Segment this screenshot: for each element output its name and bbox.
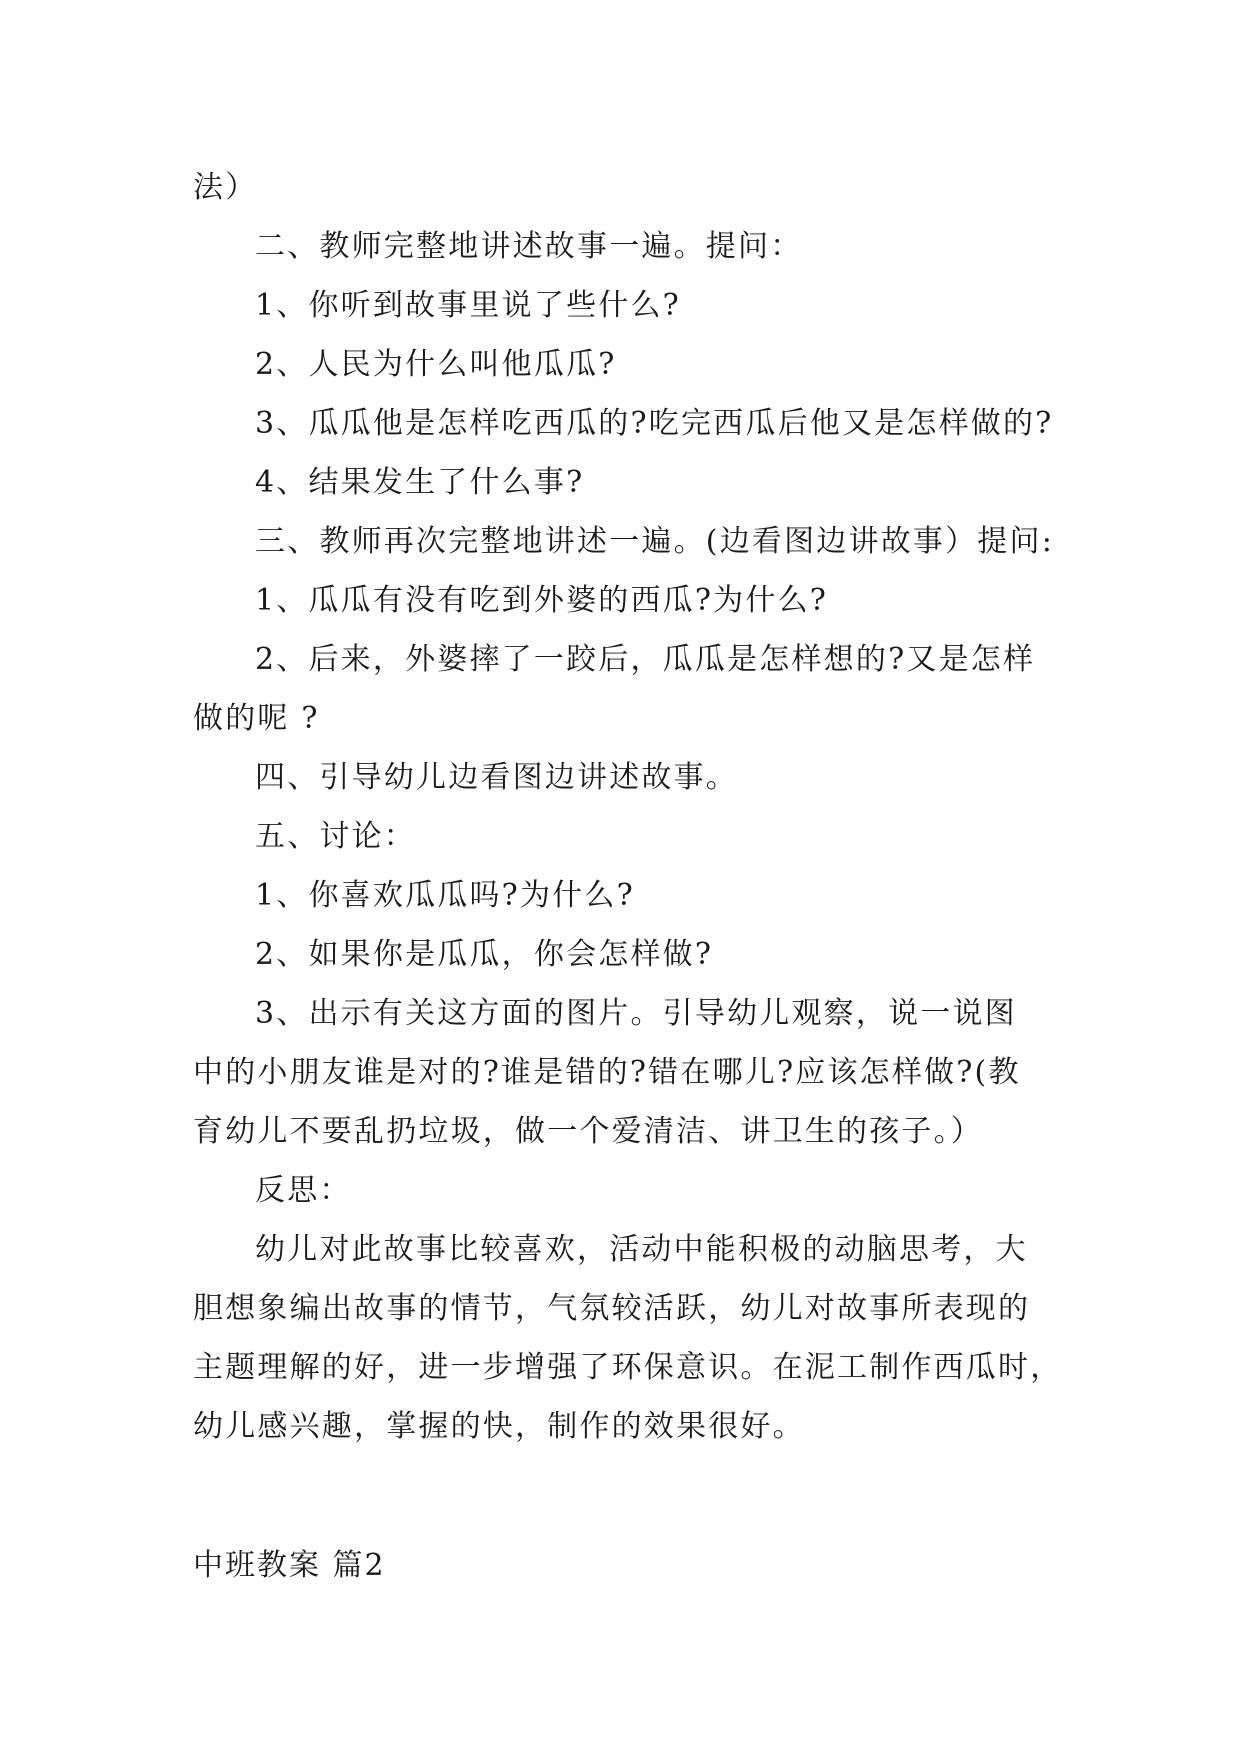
text-line: 做的呢 ? [193, 701, 320, 736]
text-line: 1、瓜瓜有没有吃到外婆的西瓜?为什么? [255, 583, 829, 618]
body-text [193, 158, 1063, 1595]
text-line: 幼儿感兴趣，掌握的快，制作的效果很好。 [193, 1409, 805, 1444]
text-line: 3、瓜瓜他是怎样吃西瓜的?吃完西瓜后他又是怎样做的? [255, 406, 1054, 441]
text-line: 育幼儿不要乱扔垃圾，做一个爱清洁、讲卫生的孩子。） [193, 1114, 983, 1149]
text-line: 胆想象编出故事的情节，气氛较活跃，幼儿对故事所表现的 [193, 1291, 1031, 1326]
text-line: 法） [193, 170, 258, 205]
text-line: 二、教师完整地讲述故事一遍。提问： [255, 229, 803, 264]
text-line: 2、后来，外婆摔了一跤后，瓜瓜是怎样想的?又是怎样 [255, 642, 1036, 677]
section-heading: 中班教案 篇2 [193, 1548, 386, 1583]
text-line: 四、引导幼儿边看图边讲述故事。 [255, 760, 738, 795]
text-line: 2、如果你是瓜瓜，你会怎样做? [255, 937, 714, 972]
text-line: 1、你喜欢瓜瓜吗?为什么? [255, 878, 635, 913]
text-line: 主题理解的好，进一步增强了环保意识。在泥工制作西瓜时， [193, 1350, 1063, 1385]
text-line: 3、出示有关这方面的图片。引导幼儿观察，说一说图 [255, 996, 1017, 1031]
text-line: 五、讨论： [255, 819, 416, 854]
section-gap [193, 1456, 1053, 1536]
text-line: 反思： [255, 1173, 352, 1208]
text-line: 1、你听到故事里说了些什么? [255, 288, 681, 323]
text-line: 幼儿对此故事比较喜欢，活动中能积极的动脑思考，大 [255, 1232, 1028, 1267]
text-line: 2、人民为什么叫他瓜瓜? [255, 347, 617, 382]
text-line: 中的小朋友谁是对的?谁是错的?错在哪儿?应该怎样做?(教 [193, 1055, 1021, 1090]
text-line: 4、结果发生了什么事? [255, 465, 585, 500]
text-line: 三、教师再次完整地讲述一遍。(边看图边讲故事）提问: [255, 524, 1055, 559]
